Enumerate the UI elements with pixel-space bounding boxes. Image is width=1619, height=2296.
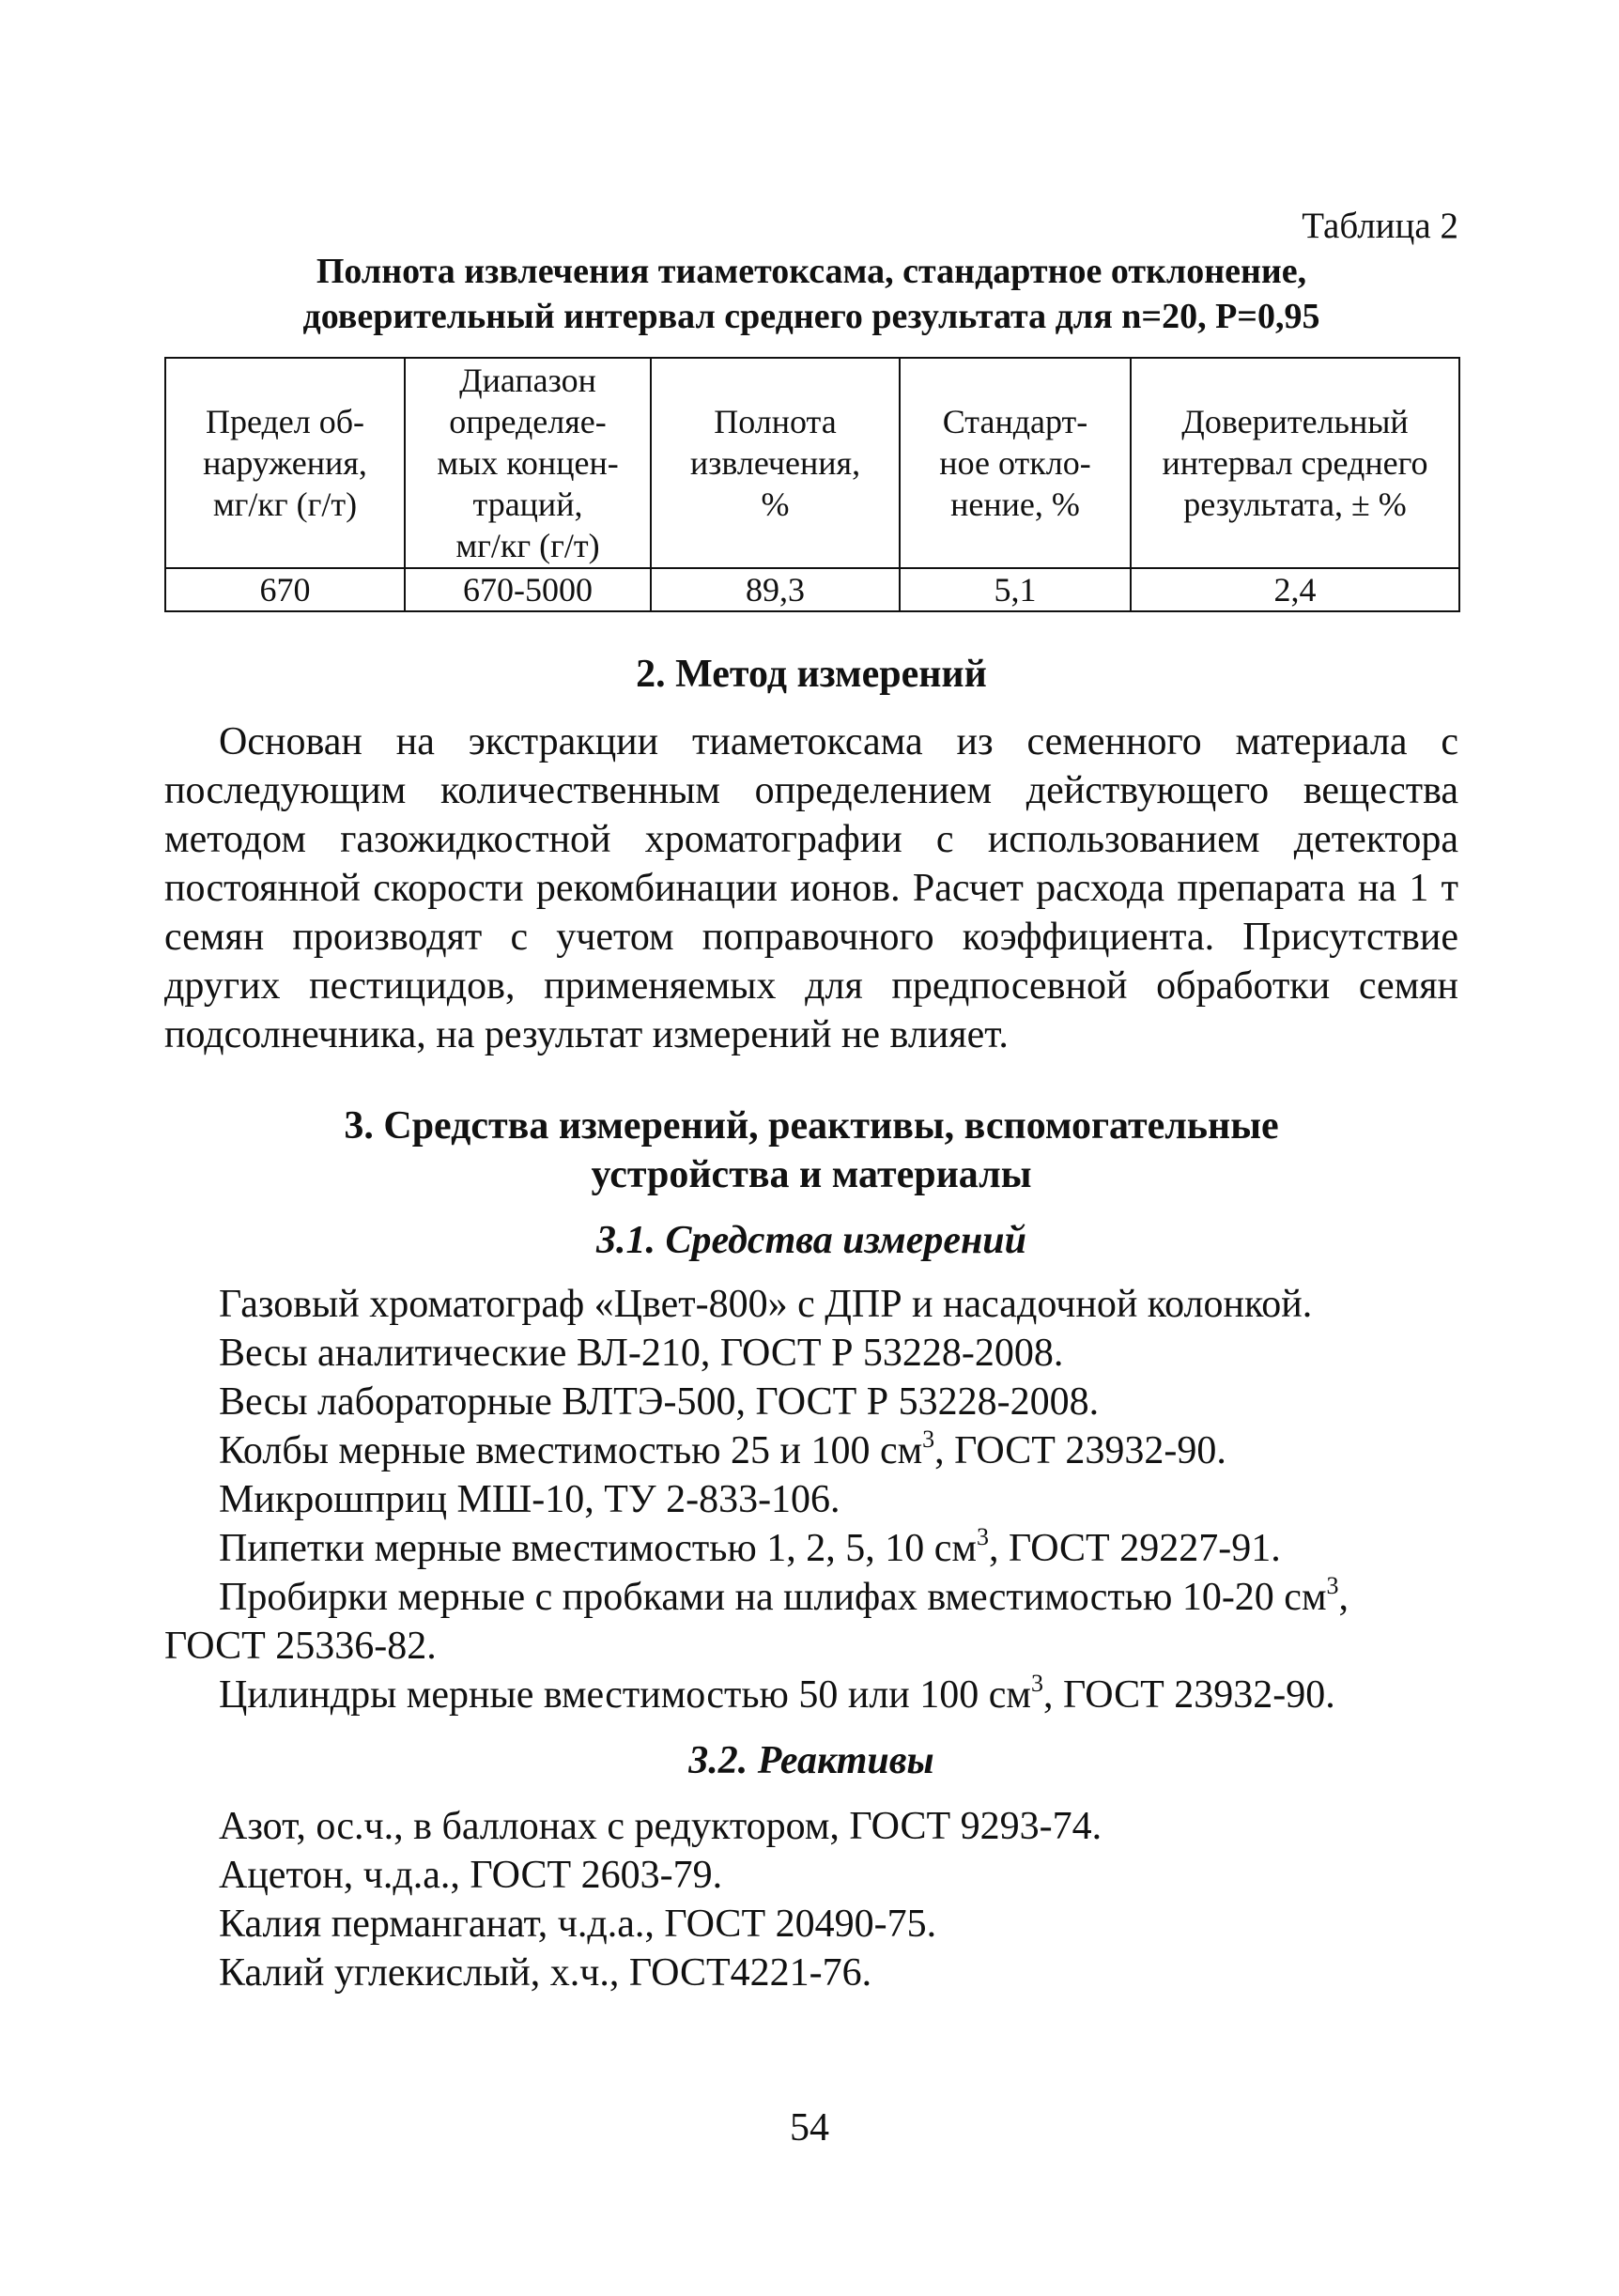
section-3-title-line-2: устройства и материалы xyxy=(591,1153,1032,1196)
list-item: Цилиндры мерные вместимостью 50 или 100 $см^3$, ГОСТ 23932-90. xyxy=(219,1670,1335,1717)
table-label: Таблица 2 xyxy=(1302,206,1458,246)
section-3-title xyxy=(164,1102,1458,1199)
table-caption xyxy=(164,249,1458,339)
measuring-instruments-list xyxy=(164,1280,1458,1719)
table-caption-line-2: доверительный интервал среднего результата для n=20, P=0,95 xyxy=(302,297,1320,336)
list-item: Весы аналитические ВЛ-210, ГОСТ Р 53228-2008. xyxy=(219,1332,1064,1375)
list-item: Калия перманганат, ч.д.а., ГОСТ 20490-75. xyxy=(219,1903,937,1946)
reagents-list xyxy=(164,1802,1458,1997)
subsection-3-1-title: 3.1. Средства измерений xyxy=(595,1219,1027,1262)
list-item: Весы лабораторные ВЛТЭ-500, ГОСТ Р 53228-2008. xyxy=(219,1380,1100,1424)
header-detection-limit: Предел об- наружения, мг/кг (г/т) xyxy=(165,358,405,568)
header-std-deviation: Стандарт- ное откло- нение, % xyxy=(900,358,1131,568)
table-row xyxy=(165,568,1459,611)
table-cell: 670 xyxy=(165,568,405,611)
section-2-paragraph: Основан на экстракции тиаметоксама из семенного материала с последующим количественным определением действующего вещества методом газожидкостной хроматографии с использованием детектора постоянной скорости рекомбинации ионов. Расчет расхода препарата на 1 т семян производят с учетом поправочного коэффициента. Присутствие других пестицидов, применяемых для предпосевной обработки семян подсолнечника, на результат измерений не влияет. xyxy=(164,720,1458,1056)
table-cell: 2,4 xyxy=(1131,568,1459,611)
list-item: Пипетки мерные вместимостью 1, 2, 5, 10 $см^3$, ГОСТ 29227-91. xyxy=(219,1523,1281,1570)
page-number: 54 xyxy=(790,2106,829,2150)
page-content xyxy=(164,204,1458,1997)
table-header-row xyxy=(165,358,1459,568)
list-item: Микрошприц МШ-10, ТУ 2-833-106. xyxy=(219,1478,840,1521)
list-item: Газовый хроматограф «Цвет-800» с ДПР и насадочной колонкой. xyxy=(219,1283,1313,1326)
table-cell: 89,3 xyxy=(651,568,900,611)
results-table xyxy=(164,357,1460,612)
header-recovery: Полнота извлечения, % xyxy=(651,358,900,568)
table-cell: 670-5000 xyxy=(405,568,651,611)
list-item: Пробирки мерные с пробками на шлифах вместимостью 10-20 $см^3$, ГОСТ 25336-82. xyxy=(164,1572,1349,1668)
header-concentration-range: Диапазон определяе- мых концен- траций, мг/кг (г/т) xyxy=(405,358,651,568)
header-confidence-interval: Доверительный интервал среднего результата, ± % xyxy=(1131,358,1459,568)
table-cell: 5,1 xyxy=(900,568,1131,611)
list-item: Ацетон, ч.д.а., ГОСТ 2603-79. xyxy=(219,1854,723,1897)
list-item: Калий углекислый, х.ч., ГОСТ4221-76. xyxy=(219,1951,872,1995)
section-3-title-line-1: 3. Средства измерений, реактивы, вспомогательные xyxy=(344,1104,1279,1148)
subsection-3-2-title: 3.2. Реактивы xyxy=(688,1739,934,1782)
list-item: Колбы мерные вместимостью 25 и 100 $см^3$, ГОСТ 23932-90. xyxy=(219,1425,1226,1472)
section-2-title: 2. Метод измерений xyxy=(636,653,987,696)
list-item: Азот, ос.ч., в баллонах с редуктором, ГОСТ 9293-74. xyxy=(219,1805,1102,1848)
table-caption-line-1: Полнота извлечения тиаметоксама, стандартное отклонение, xyxy=(316,252,1307,291)
